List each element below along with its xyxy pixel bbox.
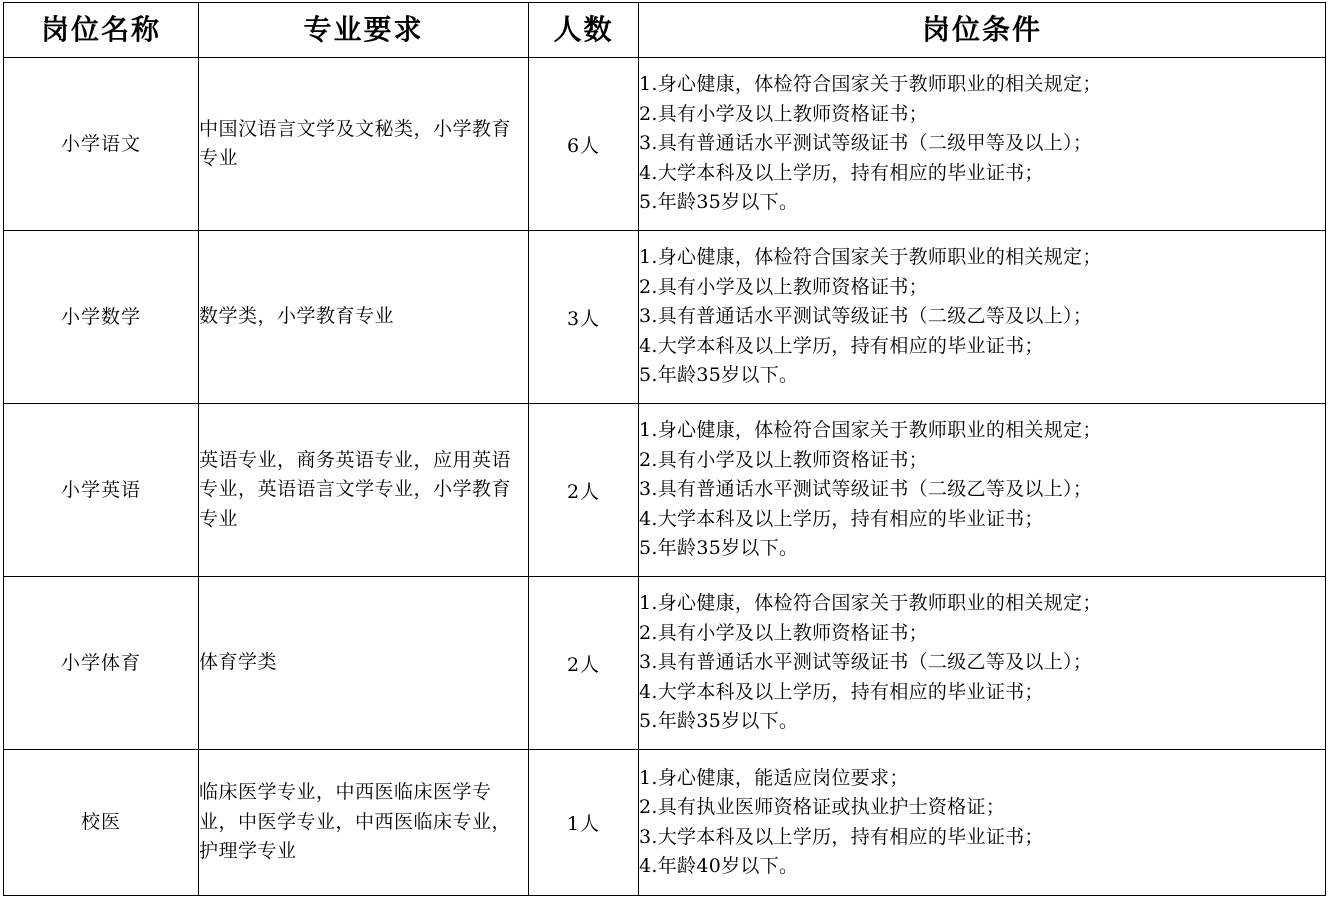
condition-line: 2.具有小学及以上教师资格证书； bbox=[639, 275, 928, 298]
condition-line: 3.具有普通话水平测试等级证书（二级甲等及以上）； bbox=[639, 132, 1093, 155]
condition-line: 2.具有小学及以上教师资格证书； bbox=[639, 102, 928, 125]
cell-position-name: 小学英语 bbox=[4, 404, 199, 577]
cell-position-name: 校医 bbox=[4, 750, 199, 896]
cell-headcount: 2人 bbox=[529, 577, 639, 750]
cell-position-name: 小学语文 bbox=[4, 58, 199, 231]
condition-line: 1.身心健康，能适应岗位要求； bbox=[639, 766, 909, 789]
table-row bbox=[4, 750, 1326, 896]
table-row bbox=[4, 577, 1326, 750]
condition-line: 3.大学本科及以上学历，持有相应的毕业证书； bbox=[639, 825, 1044, 848]
cell-position-conditions bbox=[639, 577, 1326, 750]
cell-headcount: 1人 bbox=[529, 750, 639, 896]
column-header-major-requirement: 专业要求 bbox=[199, 3, 529, 58]
cell-major-requirement: 中国汉语言文学及文秘类，小学教育专业 bbox=[199, 58, 529, 231]
condition-line: 3.具有普通话水平测试等级证书（二级乙等及以上）； bbox=[639, 478, 1093, 501]
condition-line: 5.年龄35岁以下。 bbox=[639, 710, 799, 733]
condition-line: 1.身心健康，体检符合国家关于教师职业的相关规定； bbox=[639, 246, 1102, 269]
cell-position-conditions bbox=[639, 404, 1326, 577]
condition-line: 4.大学本科及以上学历，持有相应的毕业证书； bbox=[639, 680, 1044, 703]
condition-line: 3.具有普通话水平测试等级证书（二级乙等及以上）； bbox=[639, 651, 1093, 674]
condition-line: 5.年龄35岁以下。 bbox=[639, 364, 799, 387]
condition-line: 1.身心健康，体检符合国家关于教师职业的相关规定； bbox=[639, 419, 1102, 442]
condition-line: 1.身心健康，体检符合国家关于教师职业的相关规定； bbox=[639, 73, 1102, 96]
cell-headcount: 3人 bbox=[529, 231, 639, 404]
recruitment-table bbox=[3, 2, 1326, 896]
condition-line: 2.具有小学及以上教师资格证书； bbox=[639, 621, 928, 644]
column-header-position-conditions: 岗位条件 bbox=[639, 3, 1326, 58]
condition-line: 2.具有小学及以上教师资格证书； bbox=[639, 448, 928, 471]
condition-line: 4.大学本科及以上学历，持有相应的毕业证书； bbox=[639, 161, 1044, 184]
table-header-row bbox=[4, 3, 1326, 58]
condition-line: 1.身心健康，体检符合国家关于教师职业的相关规定； bbox=[639, 592, 1102, 615]
column-header-headcount: 人数 bbox=[529, 3, 639, 58]
condition-line: 5.年龄35岁以下。 bbox=[639, 537, 799, 560]
condition-line: 4.大学本科及以上学历，持有相应的毕业证书； bbox=[639, 507, 1044, 530]
table-row bbox=[4, 404, 1326, 577]
condition-line: 5.年龄35岁以下。 bbox=[639, 191, 799, 214]
cell-position-conditions bbox=[639, 58, 1326, 231]
cell-major-requirement: 体育学类 bbox=[199, 577, 529, 750]
cell-position-conditions bbox=[639, 750, 1326, 896]
condition-line: 4.年龄40岁以下。 bbox=[639, 854, 799, 877]
cell-position-name: 小学体育 bbox=[4, 577, 199, 750]
cell-major-requirement: 英语专业，商务英语专业，应用英语专业，英语语言文学专业，小学教育专业 bbox=[199, 404, 529, 577]
table-row bbox=[4, 58, 1326, 231]
document-page bbox=[0, 2, 1328, 902]
cell-headcount: 6人 bbox=[529, 58, 639, 231]
condition-line: 4.大学本科及以上学历，持有相应的毕业证书； bbox=[639, 334, 1044, 357]
condition-line: 2.具有执业医师资格证或执业护士资格证； bbox=[639, 796, 1006, 819]
condition-line: 3.具有普通话水平测试等级证书（二级乙等及以上）； bbox=[639, 305, 1093, 328]
cell-position-conditions bbox=[639, 231, 1326, 404]
cell-headcount: 2人 bbox=[529, 404, 639, 577]
cell-position-name: 小学数学 bbox=[4, 231, 199, 404]
cell-major-requirement: 临床医学专业，中西医临床医学专业，中医学专业，中西医临床专业，护理学专业 bbox=[199, 750, 529, 896]
table-row bbox=[4, 231, 1326, 404]
cell-major-requirement: 数学类，小学教育专业 bbox=[199, 231, 529, 404]
column-header-position-name: 岗位名称 bbox=[4, 3, 199, 58]
